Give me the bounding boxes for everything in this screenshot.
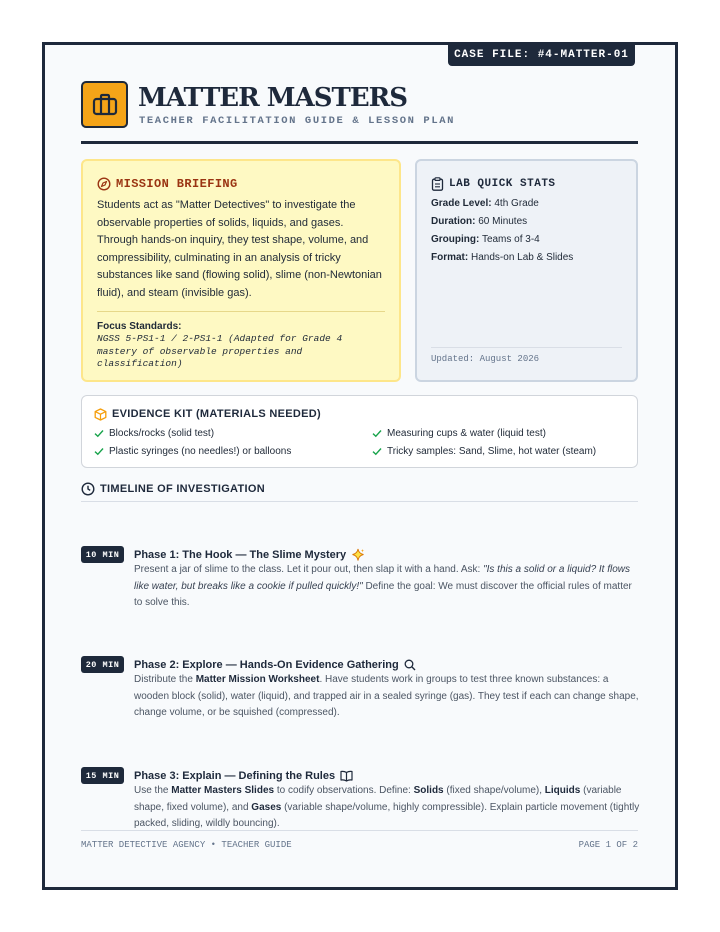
magnifier-icon [404,659,416,671]
focus-standards-text: NGSS 5-PS1-1 / 2-PS1-1 (Adapted for Grade 4 mastery of observable properties and classification) [97,333,343,369]
page-title: MATTER MASTERS [138,83,408,113]
logo [81,81,128,128]
phase-description: Distribute the Matter Mission Worksheet. Have students work in groups to test three known substances: a wooden block (solid), water (liquid), and trapped air in a sealed syringe (gas). They test if each can change shape, change volume, or be squished (compressed). [134,674,639,718]
stats-title: LAB QUICK STATS [449,178,556,190]
kit-item: Plastic syringes (no needles!) or balloons [94,443,372,461]
page-number: PAGE 1 OF 2 [578,839,638,850]
phase-title: Phase 2: Explore — Hands-On Evidence Gathering [134,656,416,673]
timeline-title: TIMELINE OF INVESTIGATION [100,483,265,495]
check-icon [94,429,104,438]
evidence-kit-card [81,395,638,468]
stat-duration: Duration: 60 Minutes [431,216,528,227]
phase-title: Phase 1: The Hook — The Slime Mystery [134,546,365,563]
check-icon [372,447,382,456]
box-icon [94,408,107,421]
compass-icon [97,177,111,191]
kit-title: EVIDENCE KIT (MATERIALS NEEDED) [112,408,321,420]
mission-body: Students act as "Matter Detectives" to investigate the observable properties of solids, liquids, and gases. Through hands-on inquiry, they test shape, volume, and compressibility, culminating in an analysis of tricky substances like sand (flowing solid), slime (non-Newtonian fluid), and steam (invisible gas). [97,199,382,299]
mission-divider [97,311,385,312]
phase-duration-badge: 15 MIN [81,767,124,784]
clipboard-icon [431,177,444,191]
clock-icon [81,482,95,496]
kit-item: Blocks/rocks (solid test) [94,425,372,443]
header-divider [81,141,638,144]
phase-duration-badge: 20 MIN [81,656,124,673]
footer-left: MATTER DETECTIVE AGENCY • TEACHER GUIDE [81,839,292,850]
case-file-tab: CASE FILE: #4-MATTER-01 [448,43,635,66]
document-page [42,42,678,890]
phase-description: Use the Matter Masters Slides to codify observations. Define: Solids (fixed shape/volume), Liquids (variable shape, fixed volume), and Gases (variable shape/volume, highly compressible). Explain particle movement (tightly packed, sliding, wildly bouncing). [134,785,640,829]
page-footer [81,830,638,850]
timeline-header [81,482,638,502]
check-icon [94,447,104,456]
stat-grade-level: Grade Level: 4th Grade [431,198,539,209]
mission-title: MISSION BRIEFING [116,177,238,191]
focus-standards-label: Focus Standards: [97,321,182,332]
stats-updated: Updated: August 2026 [431,347,622,364]
lab-quick-stats-card [415,159,638,382]
book-icon [340,770,353,782]
phase-duration-badge: 10 MIN [81,546,124,563]
check-icon [372,429,382,438]
page-subtitle: TEACHER FACILITATION GUIDE & LESSON PLAN [139,115,456,127]
mission-briefing-card [81,159,401,382]
stat-format: Format: Hands-on Lab & Slides [431,252,574,263]
sparkles-icon [351,548,365,562]
kit-item: Measuring cups & water (liquid test) [372,425,632,443]
phase-description: Present a jar of slime to the class. Let it pour out, then slap it with a hand. Ask: "Is this a solid or a liquid? It flows like water, but breaks like a cookie if pulled quickly!" Define the goal: We must discover the official rules of matter to solve this. [134,564,632,608]
phase-title: Phase 3: Explain — Defining the Rules [134,767,353,784]
stat-grouping: Grouping: Teams of 3-4 [431,234,540,245]
briefcase-icon [92,93,118,117]
kit-item: Tricky samples: Sand, Slime, hot water (steam) [372,443,632,461]
